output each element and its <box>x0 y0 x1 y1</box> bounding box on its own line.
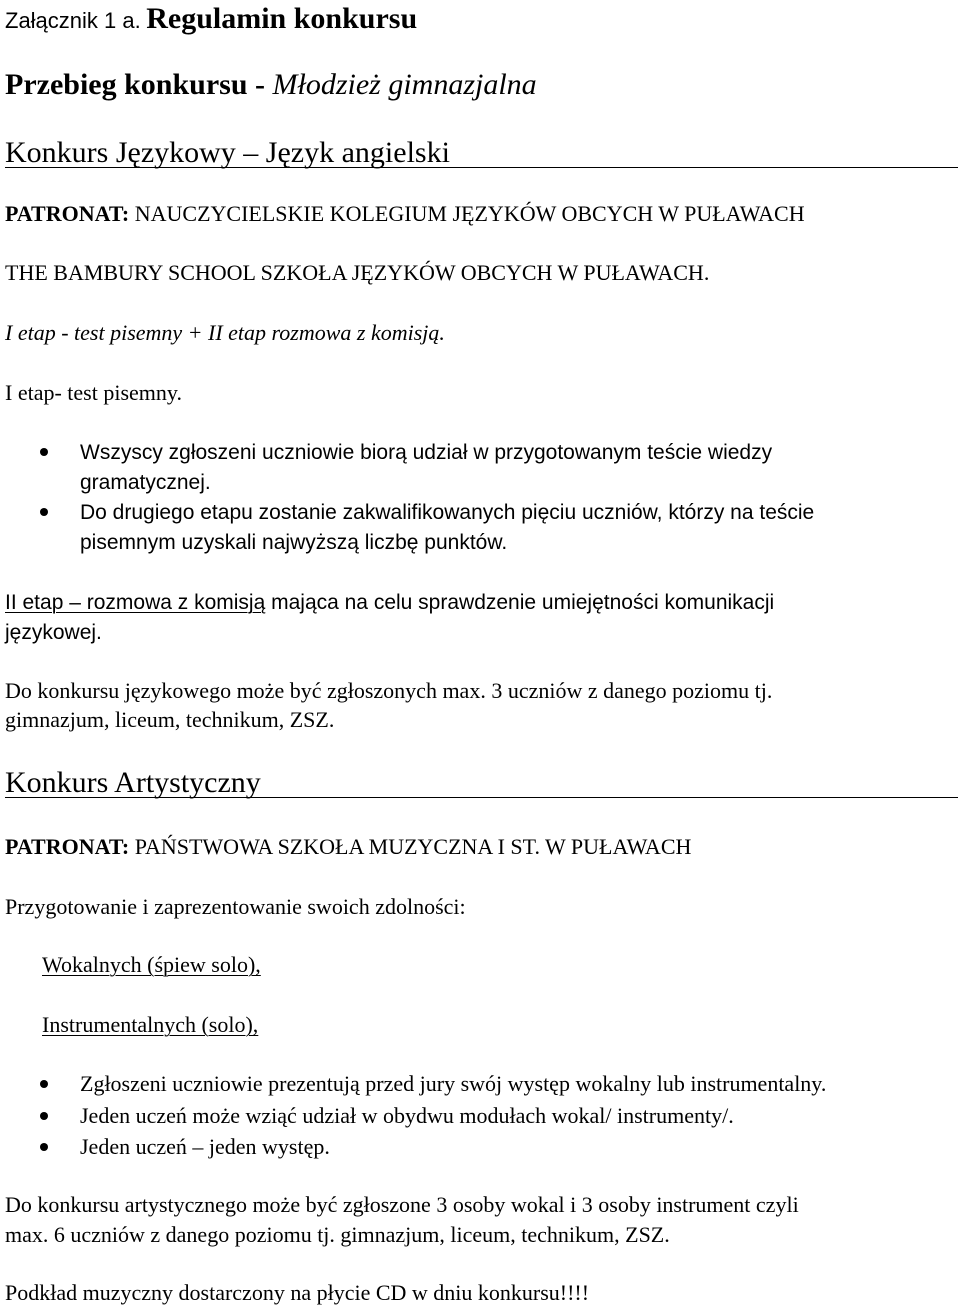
stage2-rest: mająca na celu sprawdzenie umiejętności komunikacji <box>265 591 775 614</box>
art-intro: Przygotowanie i zaprezentowanie swoich zdolności: <box>5 894 466 919</box>
attachment-label: Załącznik 1 a. <box>5 8 141 33</box>
patron-name: PAŃSTWOWA SZKOŁA MUZYCZNA I ST. W PUŁAWACH <box>129 834 692 859</box>
art-bullet-3: Jeden uczeń – jeden występ. <box>80 1134 330 1159</box>
bullet-dot <box>40 448 48 456</box>
cd-note: Podkład muzyczny dostarczony na płycie CD w dniu konkursu!!!! <box>5 1280 590 1305</box>
language-limit-line2: gimnazjum, liceum, technikum, ZSZ. <box>5 707 335 732</box>
document-header <box>5 2 417 36</box>
language-bullet-2-line1: Do drugiego etapu zostanie zakwalifikowanych pięciu uczniów, którzy na teście <box>80 501 815 524</box>
language-patron-line2: THE BAMBURY SCHOOL SZKOŁA JĘZYKÓW OBCYCH W PUŁAWACH. <box>5 260 710 285</box>
stages-summary: I etap - test pisemny + II etap rozmowa z komisją. <box>5 320 445 345</box>
stage2-underlined: II etap – rozmowa z komisją <box>5 591 266 614</box>
language-limit-line1: Do konkursu językowego może być zgłoszonych max. 3 uczniów z danego poziomu tj. <box>5 678 773 703</box>
language-heading: Konkurs Językowy – Język angielski <box>5 136 450 169</box>
document-title: Regulamin konkursu <box>146 2 418 35</box>
art-category-vocal: Wokalnych (śpiew solo), <box>42 952 261 977</box>
patron-label: PATRONAT: <box>5 834 130 859</box>
language-bullet-1-line1: Wszyscy zgłoszeni uczniowie biorą udział w przygotowanym teście wiedzy <box>80 441 773 464</box>
language-bullet-2-line2: pisemnym uzyskali najwyższą liczbę punktów. <box>80 531 508 554</box>
art-limit-line2: max. 6 uczniów z danego poziomu tj. gimnazjum, liceum, technikum, ZSZ. <box>5 1222 670 1247</box>
art-patron <box>5 834 691 860</box>
art-heading-underline <box>5 797 958 798</box>
language-patron <box>5 201 805 227</box>
bullet-dot <box>40 1112 48 1120</box>
bullet-dot <box>40 1143 48 1151</box>
bullet-dot <box>40 508 48 516</box>
art-heading: Konkurs Artystyczny <box>5 766 261 799</box>
patron-label: PATRONAT: <box>5 201 130 226</box>
art-bullet-1: Zgłoszeni uczniowie prezentują przed jury swój występ wokalny lub instrumentalny. <box>80 1071 827 1096</box>
patron-name: NAUCZYCIELSKIE KOLEGIUM JĘZYKÓW OBCYCH W PUŁAWACH <box>129 201 805 226</box>
course-line <box>5 68 537 102</box>
art-bullet-2: Jeden uczeń może wziąć udział w obydwu modułach wokal/ instrumenty/. <box>80 1103 734 1128</box>
course-label: Przebieg konkursu - <box>5 68 273 101</box>
art-limit-line1: Do konkursu artystycznego może być zgłoszone 3 osoby wokal i 3 osoby instrument czyli <box>5 1192 799 1217</box>
stage2-line2: językowej. <box>5 621 102 644</box>
stage1-title: I etap- test pisemny. <box>5 380 182 405</box>
language-bullet-1-line2: gramatycznej. <box>80 471 211 494</box>
art-category-instrumental: Instrumentalnych (solo), <box>42 1012 259 1037</box>
course-target: Młodzież gimnazjalna <box>272 68 537 101</box>
language-heading-underline <box>5 167 958 168</box>
stage2-line1 <box>5 590 774 616</box>
bullet-dot <box>40 1080 48 1088</box>
